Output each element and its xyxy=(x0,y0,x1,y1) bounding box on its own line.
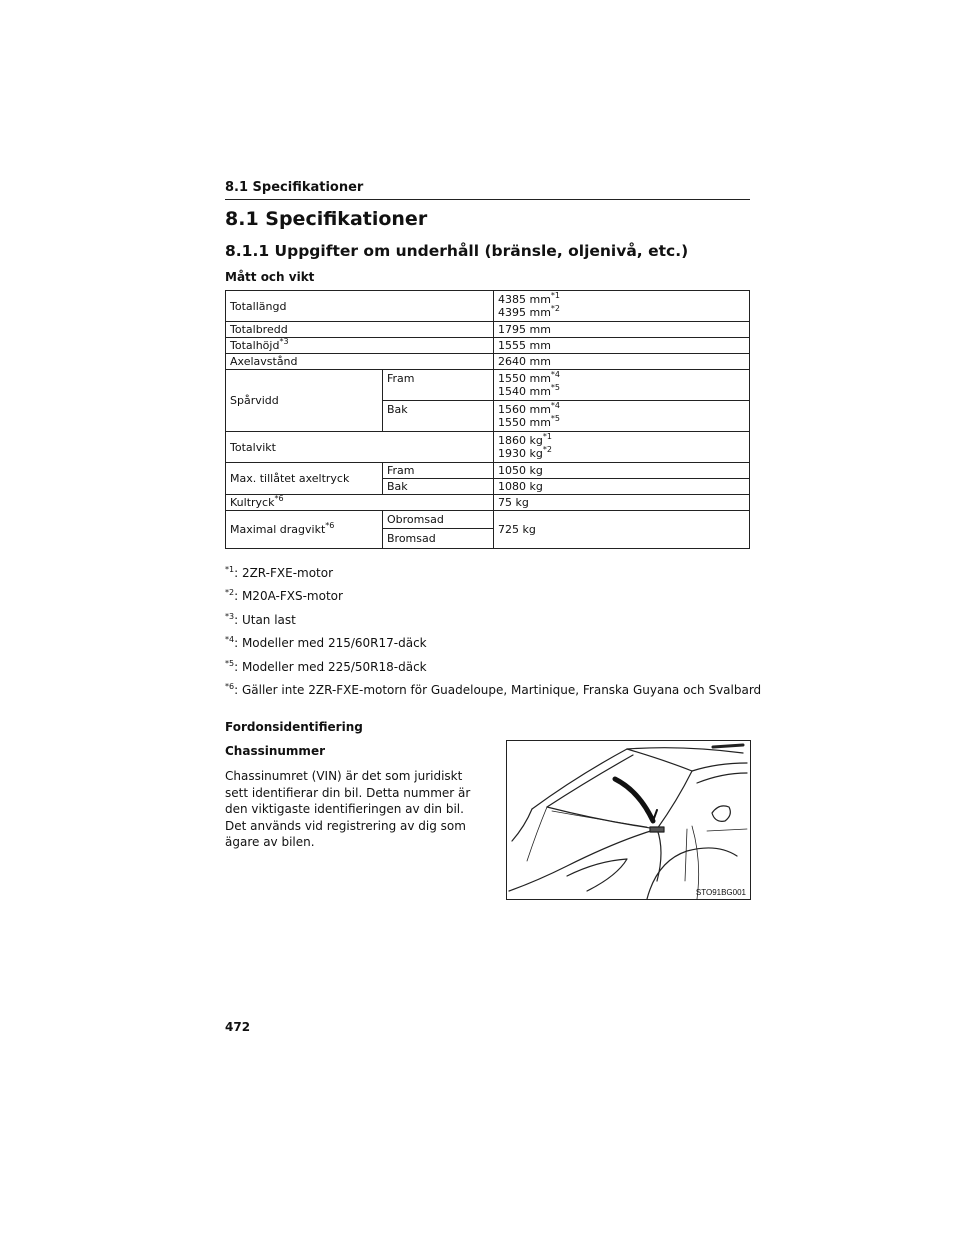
page-title: 8.1 Specifikationer xyxy=(225,208,428,230)
spec-table xyxy=(225,290,750,549)
row-label: Spårvidd xyxy=(226,370,383,432)
footnote: $^{*5}$: Modeller med 225/50R18-däck xyxy=(225,658,427,674)
row-label: Maximal dragvikt$^{*6}$ xyxy=(226,511,383,549)
sub-label: Bak xyxy=(383,479,494,495)
row-value: 1080 kg xyxy=(494,479,750,495)
row-value: 725 kg xyxy=(494,511,750,549)
table-row xyxy=(226,370,750,401)
table-row xyxy=(226,495,750,511)
table-row xyxy=(226,322,750,338)
row-value: 4385 $mm^{*1}$ 4395 $mm^{*2}$ xyxy=(494,291,750,322)
row-label: Max. tillåtet axeltryck xyxy=(226,463,383,495)
row-value: 75 kg xyxy=(494,495,750,511)
row-value: 1860 $kg^{*1}$ 1930 $kg^{*2}$ xyxy=(494,432,750,463)
row-label: Kultryck$^{*6}$ xyxy=(226,495,494,511)
chassis-heading: Chassinummer xyxy=(225,744,325,758)
section-heading: Mått och vikt xyxy=(225,270,315,284)
footnote: $^{*6}$: Gäller inte 2ZR-FXE-motorn för Guadeloupe, Martinique, Franska Guyana och Svalbard xyxy=(225,681,762,697)
sub-label: Bak xyxy=(383,401,494,432)
table-row xyxy=(226,338,750,354)
row-value: 1050 kg xyxy=(494,463,750,479)
footnote: $^{*3}$: Utan last xyxy=(225,611,296,627)
car-illustration xyxy=(506,740,751,900)
row-label: Totallängd xyxy=(226,291,494,322)
sub-label: Fram xyxy=(383,463,494,479)
row-label: Totalhöjd$^{*3}$ xyxy=(226,338,494,354)
table-row xyxy=(226,354,750,370)
footnote: $^{*2}$: M20A-FXS-motor xyxy=(225,588,343,604)
table-row xyxy=(226,432,750,463)
row-value: 1555 mm xyxy=(494,338,750,354)
row-value: 1550 $mm^{*4}$ 1540 $mm^{*5}$ xyxy=(494,370,750,401)
table-row xyxy=(226,291,750,322)
footnote: $^{*4}$: Modeller med 215/60R17-däck xyxy=(225,635,427,651)
page-number: 472 xyxy=(225,1020,251,1034)
row-value: 1560 $mm^{*4}$ 1550 $mm^{*5}$ xyxy=(494,401,750,432)
row-label: Totalvikt xyxy=(226,432,494,463)
row-label: Totalbredd xyxy=(226,322,494,338)
table-row xyxy=(226,463,750,479)
sub-label: Bromsad xyxy=(383,529,494,549)
row-value: 2640 mm xyxy=(494,354,750,370)
row-label: Axelavstånd xyxy=(226,354,494,370)
figure-code: STO91BG001 xyxy=(695,888,746,897)
footnotes xyxy=(225,563,765,703)
subsection-title: 8.1.1 Uppgifter om underhåll (bränsle, oljenivå, etc.) xyxy=(225,242,689,260)
vehicle-id-heading: Fordonsidentifiering xyxy=(225,720,363,734)
car-drawing xyxy=(507,741,750,899)
sub-label: Fram xyxy=(383,370,494,401)
sub-label: Obromsad xyxy=(383,511,494,529)
chassis-paragraph: Chassinumret (VIN) är det som juridiskt sett identifierar din bil. Detta nummer är den viktigaste identifieringen av din bil. Det används vid registrering av dig som ägare av bilen. xyxy=(225,769,471,849)
running-header: 8.1 Specifikationer xyxy=(225,180,750,200)
row-value: 1795 mm xyxy=(494,322,750,338)
table-row xyxy=(226,511,750,529)
footnote: $^{*1}$: 2ZR-FXE-motor xyxy=(225,565,334,580)
